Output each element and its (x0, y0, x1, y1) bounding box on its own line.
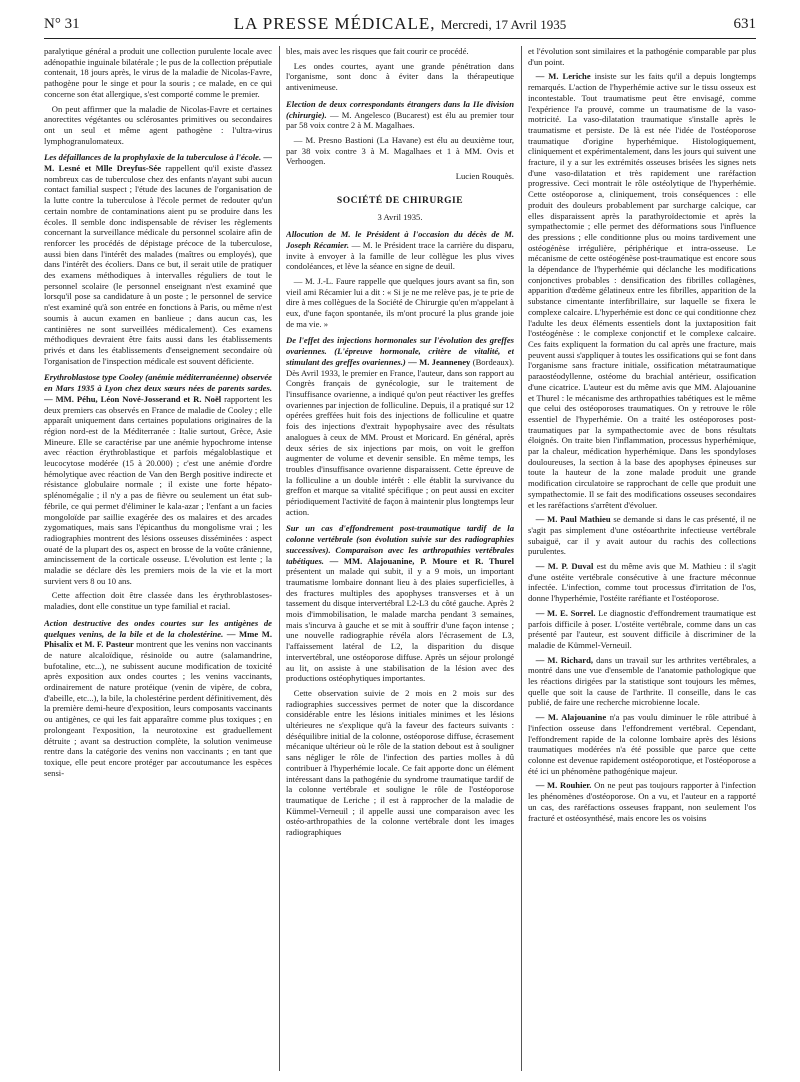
section-effondrement (286, 523, 514, 684)
section-title: Erythroblastose type Cooley (anémie méditerranéenne) observée en Mars 1935 à Lyon chez deux sœurs nées de parents sardes. (44, 372, 272, 394)
society-heading: SOCIÉTÉ DE CHIRURGIE (336, 195, 464, 206)
section-text: montrent que les venins non vaccinants de nature alcaloïdique, résinoïde ou autre (salamandrine, bufotaline, etc...), ne subissent aucune modification de toxicité après exposition aux ondes courtes ; les venins vaccinants, ordinairement de nature protéique (venin de vipère, de cobra, d'abeille, etc...), la bile, la cholestérine perdent définitivement, dès la première demi-heure d'exposition, leurs composants vaccinants ou antigènes, ce qui les fait apparaître comme plus toxiques ; en prolongeant l'exposition, la neurotoxine est graduellement détruite ; avant sa destruction complète, la solution venimeuse rentre dans la catégorie des venins non vaccinants ; en tant que toxique, elle peut encore protéger par accoutumance les espèces sensi- (44, 639, 272, 778)
page-header (44, 14, 756, 39)
speaker: — M. Rouhier. (535, 780, 592, 791)
speaker: — M. E. Sorrel. (535, 607, 596, 618)
section-title: Election de deux correspondants étrangers dans la IIe division (chirurgie). (286, 98, 514, 120)
issue-number: N° 31 (44, 16, 80, 32)
section-text: — M. le Président trace la carrière du disparu, invite à envoyer à la famille de leur collègue les plus vives condoléances, et lève la séance en signe de deuil. (286, 239, 514, 272)
section-text: (Bordeaux). Dès Avril 1933, le premier en France, l'auteur, dans son rapport au Congrès français de gynécologie, sur le traitement de l'insuffisance ovarienne, a indiqué qu'on peut réactiver les greffes ovariennes par injection de folliculine. Depuis, il a pratiqué sur 12 opérées greffées huit fois des injections de folliculine et quatre fois des injections d'extrait hypophysaire avec des résultats analogues à ceux de MM. Proust et Moricard. En général, après deux séries de six injections par mois, on voit le greffon augmenter de volume et devenir sensible. En même temps, les troubles d'insuffisance ovarienne disparaissent. Cette épreuve de la folliculine a un double intérêt : elle établit la survivance du greffon et marque sa vitalité spécifique ; on peut aussi en exciter périodiquement l'activité de façon à maintenir plus longtemps leur action. (286, 356, 514, 517)
section-authors: — Mme M. Phisalix et M. F. Pasteur (44, 628, 272, 650)
speaker: — M. Alajouanine (535, 712, 607, 723)
discussion-text: dans un travail sur les arthrites vertébrales, a montré dans une vue d'ensemble de l'anatomie pathologique que les réactions dirigées par la statistique sont toujours les mêmes, quelle que soit la cause de l'arthrite. Il conseille, dans le cas publié, de faire une recherche microbienne locale. (528, 654, 756, 708)
speaker: — M. P. Duval (535, 561, 594, 572)
discussion-sorrel (528, 608, 756, 651)
section-authors: — M. Jeanneney (408, 356, 471, 367)
column-2 (286, 46, 514, 1071)
section-title: Sur un cas d'effondrement post-traumatique tardif de la colonne vertébrale (son évolution suivie sur des radiographies successives). Comparaison avec les arthropathies vertébrales tabétiques. (286, 523, 514, 566)
section-title: Allocution de M. le Président à l'occasion du décès de M. Joseph Récamier. (286, 229, 514, 250)
section-greffes (286, 335, 514, 517)
discussion-mathieu (528, 514, 756, 557)
paragraph: paralytique général a produit une collection purulente locale avec adénopathie inguinale bilatérale ; le pus de la collection préputiale contenait, 18 jours après, le virus de la maladie de Nicolas-Favre, pathogène pour le singe et pour la souris ; ce malade, en ce qui concerne son état allergique, s'est comporté comme le premier. (44, 46, 272, 99)
section-title: Action destructive des ondes courtes sur les antigènes de quelques venins, de la bile et de la cholestérine. (44, 617, 272, 639)
section-title: De l'effet des injections hormonales sur l'évolution des greffes ovariennes. (L'épreuve hormonale, critère de vitalité, et stimulant des greffes ovariennes.) (286, 335, 514, 367)
column-divider (521, 46, 522, 1071)
section-authors: — M. Lesné et Mlle Dreyfus-Sée (44, 152, 272, 174)
discussion-text: est du même avis que M. Mathieu : il s'agit d'une ostéite vertébrale consécutive à une fracture méconnue infectée. L'infection, comme tout processus d'irritation de l'os, donne l'hyperhémie, l'ostéite raréfiante et l'ostéoporose. (528, 561, 756, 604)
column-1 (44, 46, 272, 1071)
speaker: — M. Richard, (535, 654, 594, 665)
speaker: — M. Leriche (535, 71, 591, 82)
paragraph: bles, mais avec les risques que fait courir ce procédé. (286, 46, 469, 56)
discussion-text: On ne peut pas toujours rapporter à l'infection les phénomènes d'ostéoporose. On a vu, et l'auteur en a rapporté un cas, des raréfactions osseuses frappant, non seulement l'os fracturé et ostéosynthésé, mais encore les os voisins (528, 780, 756, 823)
paragraph: Cette observation suivie de 2 mois en 2 mois sur des radiographies successives permet de noter que la discordance considérable entre les lésions initiales minimes et les lésions ultérieures ne s'explique qu'à la faveur des facteurs suivants : déséquilibre initial de la colonne, ostéoporose diffuse, écrasement mécanique ultérieur où le rôle de la station debout est à souligner sans négliger le rôle de l'infection des parties molles à dû contribuer à l'hyperhémie locale. Ce fait apporte donc un élément intéressant dans la pathogénie du syndrome traumatique tardif de la colonne vertébrale et souligne le rôle de l'ostéoporose traumatique de Leriche ; il est à rapprocher de la maladie de Kümmel-Verneuil ; il appelle aussi une comparaison avec les ostéo-arthropathies de la colonne vertébrale dont les images radiographiques (286, 687, 514, 838)
paragraph: Les ondes courtes, ayant une grande pénétration dans l'organisme, sont donc à éviter dans la thérapeutique antivenimeuse. (286, 60, 514, 93)
section-erythroblastose (44, 372, 272, 586)
signature: Lucien Rouquès. (455, 171, 514, 182)
paragraph: Cette affection doit être classée dans les érythroblastoses-maladies, dont elle constitue un type familial et racial. (44, 590, 272, 612)
section-election (286, 99, 514, 131)
section-text: rappellent qu'il existe d'assez nombreux cas de tuberculose chez des enfants n'ayant subi aucun contact familial suspect ; l'étude des lacunes de l'organisation de la lutte contre la tuberculose à l'école permet de redouter qu'un certain nombre de contaminations aient pu se produire dans les écoles. Il semble donc indispensable de réviser les règlements concernant la surveillance médicale du personnel scolaire afin de renforcer les procédés de dépistage précoce de la tuberculose, aussi bien dans l'intérêt des malades (maîtres ou employés), que dans l'intérêt des écoliers. Dans ce but, il serait utile de pratiquer des examens méthodiques à intervalles réguliers de tout le personnel scolaire (le personnel enseignant n'est examiné que lorsqu'il pose sa candidature à un poste ; le personnel de service n'est examiné qu'à son entrée en fonctions à Paris, ou même n'est soumis à aucun examen en banlieue ; dans aucun cas, les cantinières ne sont surveillées médicalement). Ces examens méthodiques devraient être faits aussi dans les établissements privés et dans les établissements d'enseignement secondaire où l'organisation de l'inspection médicale est souvent déficiente. (44, 163, 272, 366)
section-text: présentent un malade qui subit, il y a 9 mois, un important traumatisme lombaire donnant lieu à des plaies superficielles, à des fractures multiples des apophyses transverses et à un tassement du disque intervertébral L2-L3 du côté gauche. Après 2 mois d'immobilisation, le malade marcha pendant 3 semaines, mais s'incurva à gauche et se mit à souffrir d'une façon intense ; une nouvelle radiographie révéla alors l'écrasement de L3, l'affaissement latéral de L2, la disparition du disque intervertébral, une ostéoporose diffuse. Après un séjour prolongé au lit, on assiste à une stabilisation de la lésion avec des productions ostéophytiques importantes. (286, 566, 514, 684)
discussion-text: se demande si dans le cas présenté, il ne s'agit pas simplement d'une ostéoarthrite infectieuse vertébrale subaiguë, car il y avait autour du rachis des collections purulentes. (528, 514, 756, 557)
paragraph: On peut affirmer que la maladie de Nicolas-Favre et certaines anorectites végétantes ou sclérosantes primitives ou secondaires ont un seul et même agent pathogène : l'ultra-virus lymphogranulomateux. (44, 103, 272, 146)
article-columns (44, 46, 756, 1071)
section-title: Les défaillances de la prophylaxie de la tuberculose à l'école. (44, 152, 262, 163)
journal-title (44, 14, 756, 34)
discussion-duval (528, 561, 756, 604)
discussion-text: n'a pas voulu diminuer le rôle attribué à l'infection osseuse dans l'effondrement vertébral. Cependant, l'effondrement rapide de la colonne lombaire après des lésions traumatiques modérées n'a été possible que parce que cette colonne est devenue rapidement ostéoporotique, et l'ostéoporose a été ici un phénomène pathogénique majeur. (528, 712, 756, 776)
paragraph: et l'évolution sont similaires et la pathogénie comparable par plus d'un point. (528, 46, 756, 67)
discussion-leriche (528, 71, 756, 510)
discussion-richard (528, 655, 756, 709)
discussion-text: insiste sur les faits qu'il a depuis longtemps remarqués. L'action de l'hyperhémie active sur le tissu osseux est incontestable. Tout traumatisme peut être envisagé, comme l'expérience l'a prouvé, comme un traumatisme de la vaso-motricité. La vaso-dilatation traumatique s'installe après le traumatisme et persiste. De là est née l'idée de l'ostéoporose traumatique d'origine hyperhémique. Histologiquement, cliniquement et expérimentalement, dans les jours qui suivent une fracture, il y a sur les extrémités osseuses brisées les signes nets d'une vaso-dilatation et très rapidement une raréfaction progressive. Ceci montrait le rôle ostéolytique de l'hyperhémie. Cette ostéoporose a, cliniquement, trois conséquences : elle produit des douleurs probablement par surcharge calcique, car elles disparaissent après la parathyroïdectomie et après la sympathectomie ; elle permet des déformations sous l'influence des pressions ; elle conditionne plus ou moins tardivement une ostéogénèse irrégulière, périphérique et intra-osseuse. Le mécanisme de cette ostéogénèse post-traumatique est encore sous la dépendance de l'hyperhémie qui déclanche les modifications conjonctives probables : densification des fibrilles collagènes, apparition d'œdème gélatineux entre les fibrilles, apparition de la substance cimentante interfibrillaire, sur laquelle se fixera le complexe calcaire. L'hyperhémie est donc ce qui conditionne chez l'adulte les deux éléments essentiels dont la juxtaposition fait l'ostéogénèse : le complexe conjonctif et le complexe calcaire. Ces faits expliquent la formation du cal après une fracture, mais peuvent aussi s'appliquer à toutes les ossifications qui se font dans l'organisme sans fracture initiale, ossification métatraumatique paraostéodyllenne, ostéome du brachial antérieur, ossification d'une cicatrice. L'auteur est du même avis que MM. Alajouanine et Thurel : le mécanisme des arthropathies tabétiques est le même que celui des ostéoporoses traumatiques. On y retrouve le rôle essentiel de l'hyperhémie. On a traité les ostéoporoses post-traumatiques par la sympathectomie avec de bons résultats éloignés. On traite bien l'inflammation, processus hyperhémique, par la chaleur, médication hyperhémique. Dans les spondyloses douloureuses, la section à la base des apophyses épineuses sur toute la hauteur de la zone malade produit une grande modification circulatoire se rapprochant de celle que produit une sympathectomie. Il se fait des modifications osseuses secondaires et les raréfactions s'arrêtent d'évoluer. (528, 71, 756, 510)
section-authors: — MM. Alajouanine, P. Moure et R. Thurel (329, 555, 514, 566)
speaker: — M. Paul Mathieu (535, 514, 611, 525)
section-text: — M. Angelesco (Bucarest) est élu au premier tour par 58 voix contre 2 à M. Magalhaes. (286, 109, 514, 131)
section-prophylaxie (44, 152, 272, 366)
discussion-rouhier (528, 780, 756, 823)
society-date: 3 Avril 1935. (377, 212, 423, 223)
discussion-text: Le diagnostic d'effondrement traumatique est parfois difficile à poser. L'ostéite vertébrale, comme dans un cas présenté par l'auteur, est souvent difficile à discriminer de la maladie de Kümmel-Verneuil. (528, 607, 756, 650)
section-ondes-courtes (44, 618, 272, 779)
section-text: rapportent les deux premiers cas observés en France de maladie de Cooley ; elle apparaît uniquement dans certaines populations originaires de la région nord-est de la Méditerranée : Italie surtout, Grèce, Asie Mineure. Elle se caractérise par une anémie hypochrome intense avec réaction érythroblastique et parfois mégaloblastique et leucocytose modérée (15 à 20.000) ; c'est une anémie d'ordre hémolytique avec réaction de Van den Bergh positive indirecte et résistance globulaire normale ; il existe une forte hépato-splénomégalie ; il n'y a pas de fièvre ou seulement un état sub-fébrile, ce qui permet d'éliminer le kala-azar ; l'enfant a un facies mongoloïde par saillie exagérée des os malaires et des arcades zygomatiques, mais sans l'épicanthus du mongolisme vrai ; les radiographies montrent des lésions osseuses disséminées : aspect ouaté de la plupart des os, aspect en brosse de la voûte crânienne, amincissement de la corticale osseuse. L'évolution est lente ; la maladie se déclare dès les premiers mois de la vie et la mort survient vers 8 ou 10 ans. (44, 393, 272, 586)
discussion-alajouanine (528, 712, 756, 776)
column-3 (528, 46, 756, 1071)
journal-name: LA PRESSE MÉDICALE, (233, 14, 436, 33)
column-divider (279, 46, 280, 1071)
paragraph: — M. J.-L. Faure rappelle que quelques jours avant sa fin, son vieil ami Récamier lui a dit : « Si je ne me relève pas, je te prie de dire à mes collègues de la Société de Chirurgie qu'en m'appelant à eux, d'une façon spontanée, ils m'ont procuré la plus grande joie de ma vie. » (286, 275, 514, 329)
section-authors: — MM. Péhu, Léon Nové-Josserand et R. Noël (44, 393, 222, 404)
section-allocution (286, 229, 514, 272)
paragraph: — M. Presno Bastioni (La Havane) est élu au deuxième tour, par 38 voix contre 3 à M. Magalhaes et 1 à MM. Ovis et Verhoogen. (286, 134, 514, 167)
issue-date: Mercredi, 17 Avril 1935 (440, 17, 567, 32)
page-number: 631 (733, 16, 756, 32)
